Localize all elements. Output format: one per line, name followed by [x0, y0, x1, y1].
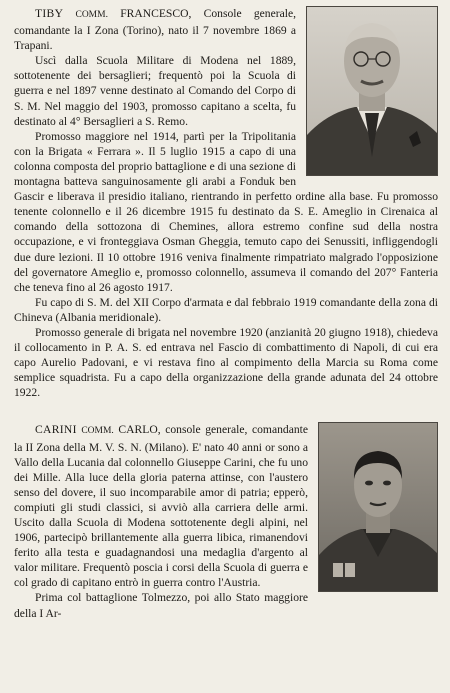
bio1-paragraph: Promosso generale di brigata nel novembre 1920 (anzianità 20 giugno 1918), chiedeva il collocamento in P. A. S. ed entrava nel Fascio di combattimento di Napoli, di cui era capo Aurelio Padovani, e vi restava fino al compimento della Marcia su Roma come semplice squadrista. Fu a capo della organizzazione della grande adunata del 24 ottobre 1922.: [14, 325, 438, 400]
bio1-rank: COMM.: [75, 10, 108, 20]
bio1-intro-text: Console generale, comandante la I Zona (Torino), nato il 7 novembre 1869 a Trapani.: [14, 7, 296, 53]
bio1-paragraph: Uscì dalla Scuola Militare di Modena nel 1889, sottotenente dei bersaglieri; frequentò poi la Scuola di guerra e nel 1897 venne destinato al Comando del Corpo di S. M. Nel maggio del 1903, promosso capitano a scelta, fu destinato al 4° Bersaglieri a S. Remo.: [14, 54, 296, 128]
section-gap: [14, 400, 438, 422]
portrait-carini: [318, 422, 438, 592]
portrait-tiby: [306, 6, 438, 176]
bio1-surname: TIBY: [35, 7, 64, 20]
bio2-paragraph: Prima col battaglione Tolmezzo, poi allo Stato maggiore della I Ar-: [14, 591, 308, 620]
bio1-given-name: FRANCESCO,: [120, 7, 192, 20]
bio2-given-name: CARLO,: [118, 423, 161, 437]
portrait-carini-image: [319, 423, 437, 591]
bio1-paragraph: Promosso maggiore nel 1914, partì per la Tripolitania con la Brigata « Ferrara ». Il 5 luglio 1915 a capo di una colonna composta del proprio battaglione e di una sezione di montagna batteva sanguinosamente gli arabi a Fonduk ben Gascir e liberava il presidio italiano, rientrando in perfetto ordine alla base. Fu promosso tenente colonnello e il 26 dicembre 1915 fu destinato da S. E. Ameglio in Cirenaica al comando della sottozona di Chemines, allora estremo confine sud della nostra occupazione, e vi fronteggiava Osman Gheggia, temuto capo dei Senussiti, infliggendogli due dure lezioni. Il 10 ottobre 1916 veniva finalmente rimpatriato malgrado l'opposizione del governatore Ameglio e, promosso colonnello, assumeva il comando del 207° Fanteria che teneva fino al 26 agosto 1917.: [14, 129, 438, 294]
biography-text: [14, 6, 438, 621]
bio2-rank: COMM.: [81, 426, 114, 437]
bio2-intro-text: console generale, comandante la II Zona della M. V. S. N. (Milano). E' nato 40 anni or sono a Vallo della Lucania dal colonnello Giuseppe Carini, che fu uno dei Mille. Alla luce della gloria paterna attinse, con l'austero senso del dovere, il suo incomparabile amor di patria; epperò, compiuti gli studi classici, si avviò alla carriera delle armi. Uscito dalla Scuola di Modena sottotenente degli alpini, nel 1906, partecipò brillantemente alla guerra libica, rimanendovi ferito alla testa e guadagnandosi una medaglia d'argento al valor militare. Frequentò poscia i corsi della Scuola di guerra e col grado di capitano entrò in guerra contro l'Austria.: [14, 423, 309, 590]
portrait-tiby-image: [307, 7, 437, 175]
bio2-surname: CARINI: [35, 423, 77, 437]
bio1-paragraph: Fu capo di S. M. del XII Corpo d'armata e dal febbraio 1919 comandante della zona di Chineva (Albania meridionale).: [14, 295, 438, 324]
